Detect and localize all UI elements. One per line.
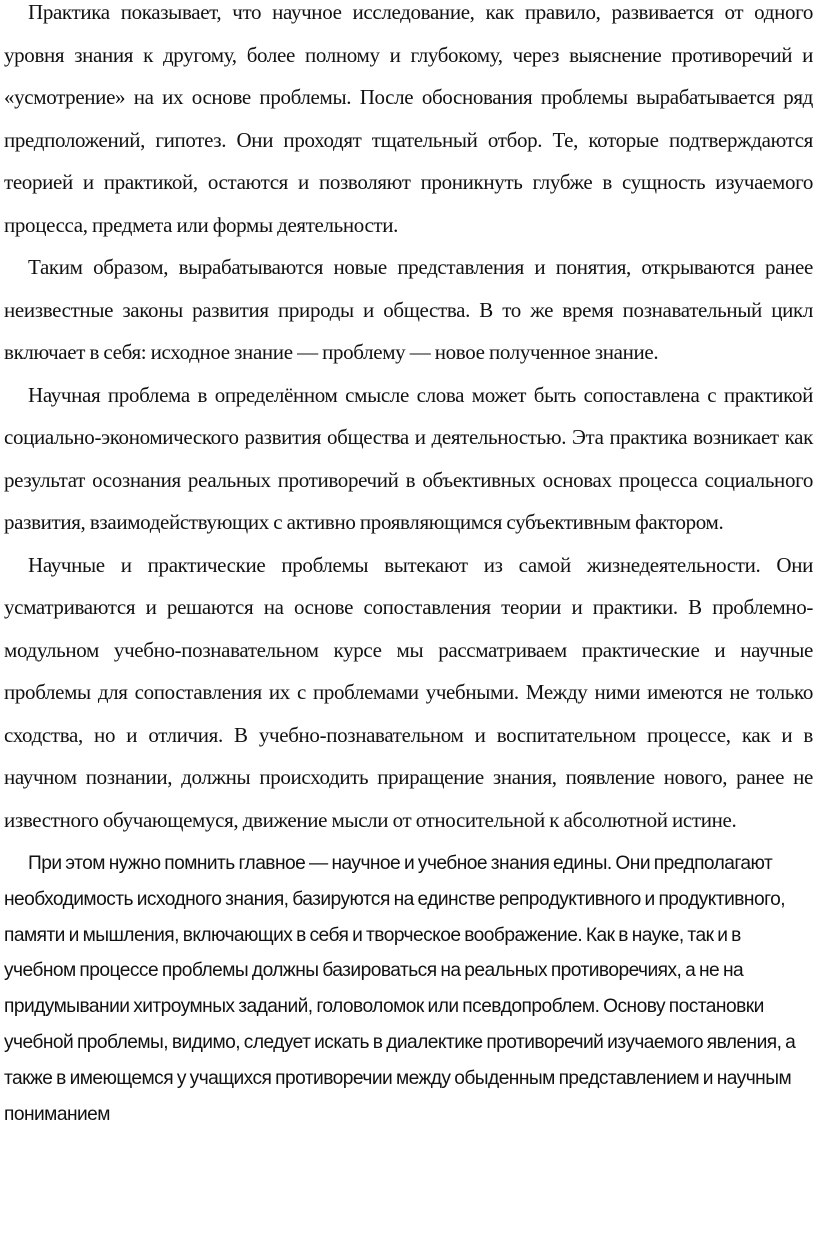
paragraph-5: При этом нужно помнить главное — научное и учебное знания едины. Они предполагают необходимость исходного знания, базируются на единстве репродуктивного и продуктивного, памяти и мышления, включающих в себя и творческое воображение. Как в науке, так и в учебном процессе проблемы должны базироваться на реальных противоречиях, а не на придумывании хитроумных заданий, головоломок или псевдопроблем. Основу постановки учебной проблемы, видимо, следует искать в диалектике противоречий изучаемого явления, а также в имеющемся у учащихся противоречии между обыденным представлением и научным пониманием [4, 853, 796, 1125]
paragraph-2: Таким образом, вырабатываются новые представления и понятия, открываются ранее неизвестные законы развития природы и общества. В то же время познавательный цикл включает в себя: исходное знание — проблему — новое полученное знание. [4, 255, 813, 364]
paragraph-3: Научная проблема в определённом смысле слова может быть сопоставлена с практикой социально-экономического развития общества и деятельностью. Эта практика возникает как результат осознания реальных противоречий в объективных основах процесса социального развития, взаимодействующих с активно проявляющимся субъективным фактором. [4, 382, 813, 534]
paragraph-4: Научные и практические проблемы вытекают из самой жизнедеятельности. Они усматриваются и решаются на основе сопоставления теории и практики. В проблемно-модульном учебно-познавательном курсе мы рассматриваем практические и научные проблемы для сопоставления их с проблемами учебными. Между ними имеются не только сходства, но и отличия. В учебно-познавательном и воспитательном процессе, как и в научном познании, должны происходить приращение знания, появление нового, ранее не известного обучающемуся, движение мысли от относительной к абсолютной истине. [4, 552, 813, 832]
paragraph-1: Практика показывает, что научное исследование, как правило, развивается от одного уровня знания к другому, более полному и глубокому, через выяснение противоречий и «усмотрение» на их основе проблемы. После обоснования проблемы вырабатывается ряд предположений, гипотез. Они проходят тщательный отбор. Те, которые подтверждаются теорией и практикой, остаются и позволяют проникнуть глубже в сущность изучаемого процесса, предмета или формы деятельности. [4, 0, 813, 237]
